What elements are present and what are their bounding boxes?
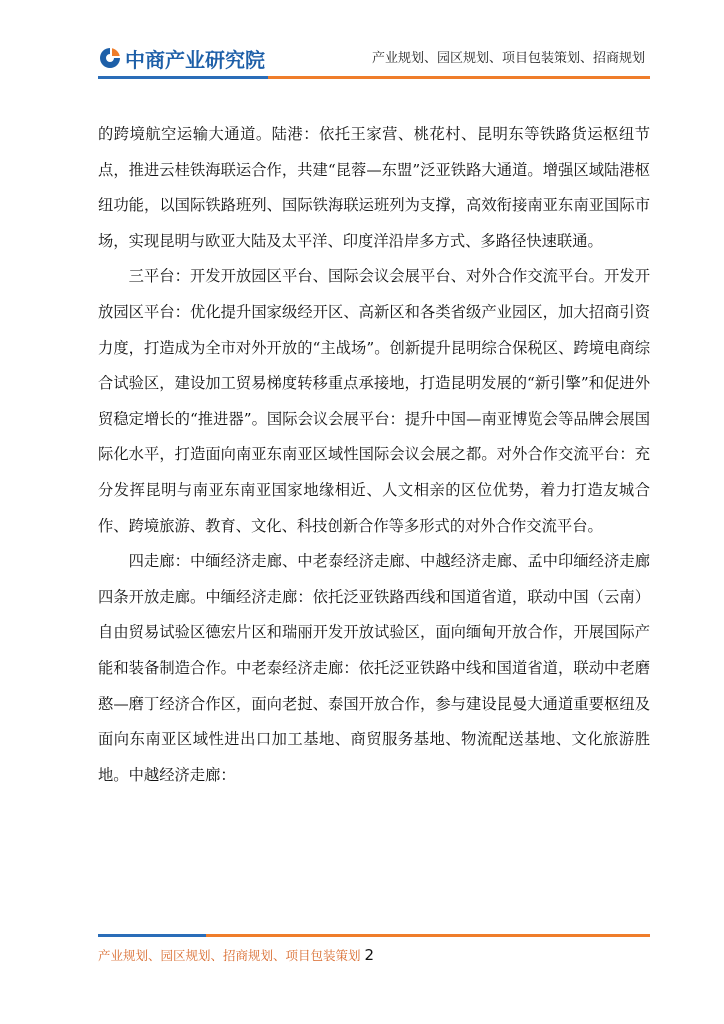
footer-divider-orange: [206, 934, 650, 937]
header-divider-orange: [268, 76, 650, 79]
footer-divider-blue: [98, 934, 206, 937]
page-number: 2: [364, 946, 375, 964]
paragraph-four-corridors: 四走廊：中缅经济走廊、中老泰经济走廊、中越经济走廊、孟中印缅经济走廊四条开放走廊。中缅经济走廊：依托泛亚铁路西线和国道省道，联动中国（云南）自由贸易试验区德宏片区和瑞丽开发开放试验区，面向缅甸开放合作，开展国际产能和装备制造合作。中老泰经济走廊：依托泛亚铁路中线和国道省道，联动中老磨憨—磨丁经济合作区，面向老挝、泰国开放合作，参与建设昆曼大通道重要枢纽及面向东南亚区域性进出口加工基地、商贸服务基地、物流配送基地、文化旅游胜地。中越经济走廊：: [98, 552, 650, 784]
logo-text: 中商产业研究院: [125, 47, 265, 72]
document-body: [98, 117, 650, 793]
page-header: [0, 0, 724, 90]
paragraph-continuation: 的跨境航空运输大通道。陆港：依托王家营、桃花村、昆明东等铁路货运枢纽节点，推进云桂铁海联运合作，共建“昆蓉—东盟”泛亚铁路大通道。增强区域陆港枢纽功能，以国际铁路班列、国际铁海联运班列为支撑，高效衔接南亚东南亚国际市场，实现昆明与欧亚大陆及太平洋、印度洋沿岸多方式、多路径快速联通。: [98, 125, 650, 250]
paragraph-three-platforms: 三平台：开发开放园区平台、国际会议会展平台、对外合作交流平台。开发开放园区平台：优化提升国家级经开区、高新区和各类省级产业园区，加大招商引资力度，打造成为全市对外开放的“主战场”。创新提升昆明综合保税区、跨境电商综合试验区，建设加工贸易梯度转移重点承接地，打造昆明发展的“新引擎”和促进外贸稳定增长的“推进器”。国际会议会展平台：提升中国—南亚博览会等品牌会展国际化水平，打造面向南亚东南亚区域性国际会议会展之都。对外合作交流平台：充分发挥昆明与南亚东南亚国家地缘相近、人文相亲的区位优势，着力打造友城合作、跨境旅游、教育、文化、科技创新合作等多形式的对外合作交流平台。: [98, 267, 650, 535]
page-footer: [98, 946, 374, 964]
header-divider-blue: [98, 76, 268, 79]
footer-text: 产业规划、园区规划、招商规划、项目包装策划: [98, 948, 361, 963]
brand-logo: [98, 45, 265, 71]
logo-mark-icon: [98, 46, 122, 70]
header-tagline: 产业规划、园区规划、项目包装策划、招商规划: [371, 51, 645, 66]
